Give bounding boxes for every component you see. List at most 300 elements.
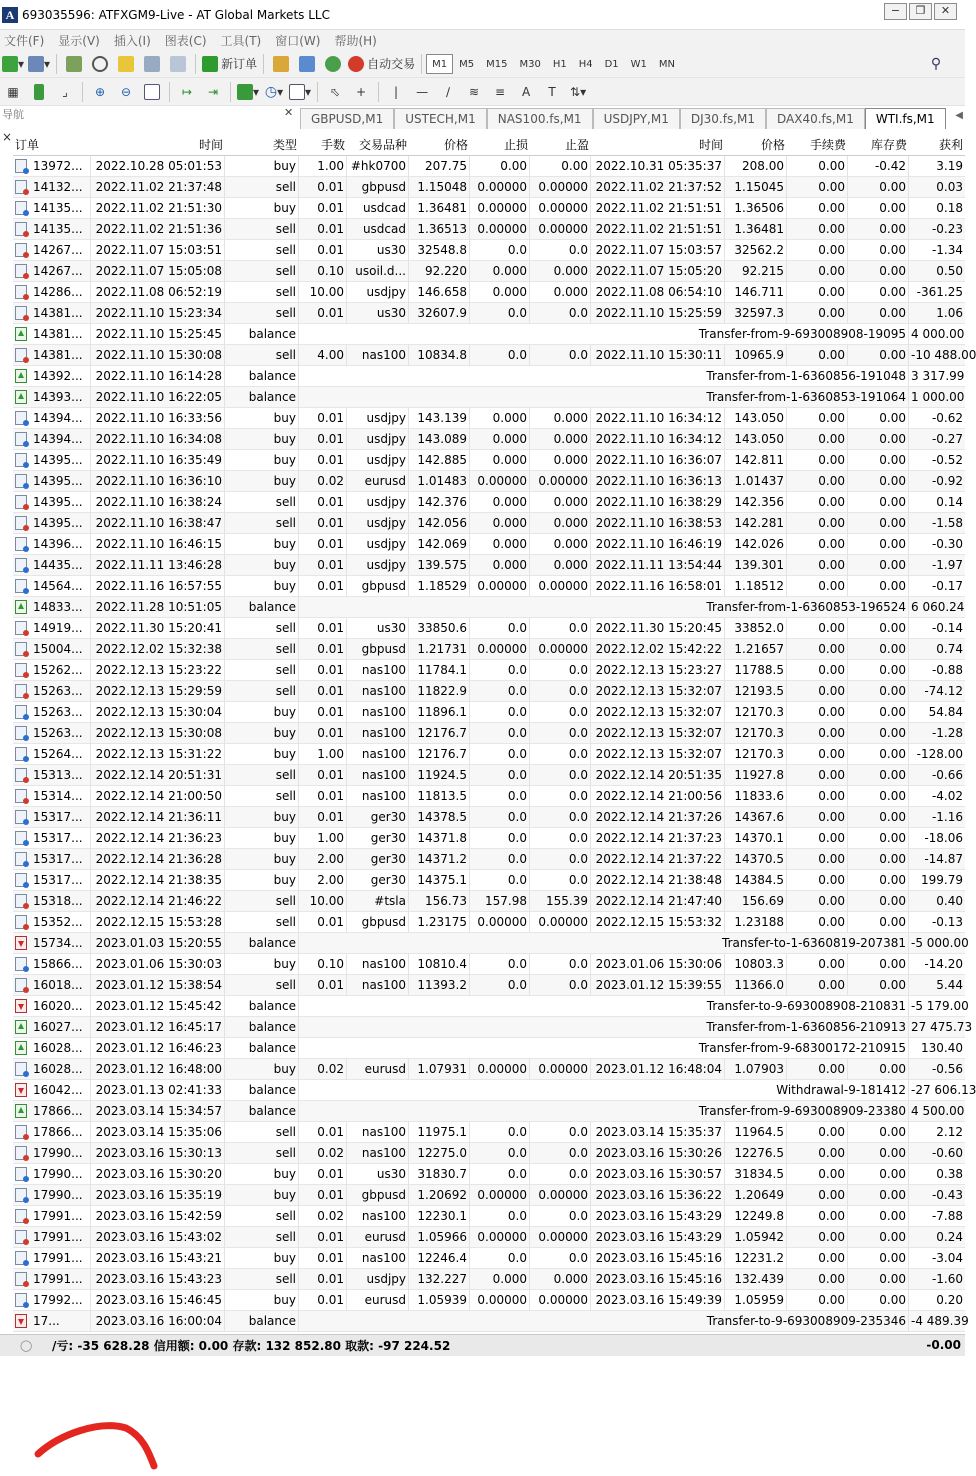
table-row[interactable] (13, 1038, 965, 1059)
buy-order-icon (15, 411, 27, 425)
crosshair-button[interactable] (350, 81, 372, 103)
table-row[interactable] (13, 1122, 965, 1143)
cell-stop-loss: 0.0 (470, 1143, 530, 1164)
cell-swap: 0.00 (848, 891, 909, 912)
cell-lots: 1.00 (299, 828, 347, 849)
menu-help[interactable]: 帮助(H) (334, 33, 377, 48)
table-row[interactable] (13, 744, 965, 765)
cell-commission: 0.00 (787, 1290, 848, 1311)
table-row[interactable] (13, 324, 965, 345)
cell-symbol: nas100 (347, 765, 409, 786)
cell-profit: -0.14 (931, 620, 963, 635)
cell-profit: -1.97 (931, 557, 963, 572)
cell-open-time: 2022.11.10 15:30:08 (91, 345, 225, 366)
cell-open-time: 2022.12.14 21:36:28 (91, 849, 225, 870)
col-commission[interactable]: 手续费 (809, 138, 846, 152)
text-button[interactable] (515, 81, 537, 103)
buy-order-icon (15, 558, 27, 572)
order-id: 14394... (33, 431, 83, 446)
col-open-time[interactable]: 时间 (198, 138, 223, 152)
table-row[interactable] (13, 471, 965, 492)
timeframe-d1[interactable]: D1 (604, 58, 619, 70)
bar-chart-icon: ▦ (7, 84, 19, 99)
cell-type: buy (225, 723, 299, 744)
cell-type: sell (225, 513, 299, 534)
cell-stop-loss: 0.0 (470, 786, 530, 807)
cell-profit: 0.14 (936, 494, 963, 509)
metaeditor-button[interactable] (270, 53, 292, 75)
line-chart-icon: ⌟ (62, 84, 68, 99)
col-stop-loss[interactable]: 止损 (503, 138, 528, 152)
buy-order-icon (15, 705, 27, 719)
timeframe-m1[interactable]: M1 (426, 54, 453, 74)
cell-symbol: ger30 (347, 807, 409, 828)
tab-dj30[interactable]: DJ30.fs,M1 (680, 108, 766, 129)
order-id: 16020... (33, 998, 83, 1013)
cell-commission: 0.00 (787, 534, 848, 555)
text-label-icon: T (548, 84, 556, 99)
cell-open-time: 2023.03.14 15:34:57 (91, 1101, 225, 1122)
cell-close-price: 156.69 (725, 891, 787, 912)
cell-profit: -1.16 (931, 809, 963, 824)
cell-close-time: 2022.11.02 21:51:51 (591, 198, 725, 219)
terminal-close-icon[interactable]: × (2, 130, 13, 144)
cell-type: balance (225, 1311, 299, 1332)
col-close-time[interactable]: 时间 (698, 138, 723, 152)
col-type[interactable]: 类型 (272, 138, 297, 152)
table-row[interactable] (13, 177, 965, 198)
table-row[interactable] (13, 450, 965, 471)
cell-open-price: 33850.6 (409, 618, 470, 639)
cell-stop-loss: 0.0 (470, 303, 530, 324)
horizontal-line-button[interactable] (411, 81, 433, 103)
cell-stop-loss: 0.0 (470, 723, 530, 744)
table-row[interactable] (13, 366, 965, 387)
menu-insert[interactable]: 插入(I) (113, 33, 151, 48)
table-row[interactable] (13, 933, 969, 954)
cell-open-time: 2023.03.16 15:35:19 (91, 1185, 225, 1206)
table-row[interactable] (13, 996, 969, 1017)
table-row[interactable] (13, 597, 965, 618)
table-row[interactable] (13, 828, 965, 849)
cell-comment: Transfer-to-9-693008908-210831 (299, 996, 909, 1017)
buy-order-icon (15, 1293, 27, 1307)
fibonacci-icon: ≡ (495, 84, 506, 99)
cell-profit: -0.92 (931, 473, 963, 488)
table-row[interactable] (13, 1311, 969, 1332)
cell-open-price: 1.07931 (409, 1059, 470, 1080)
close-button[interactable]: ✕ (934, 3, 957, 20)
cell-close-price: 1.36481 (725, 219, 787, 240)
order-id: 15352... (33, 914, 83, 929)
indicators-button[interactable]: ▾ (237, 81, 259, 103)
tab-gbpusd[interactable]: GBPUSD,M1 (300, 108, 394, 129)
table-row[interactable] (13, 786, 965, 807)
table-row[interactable] (13, 1143, 965, 1164)
cell-type: sell (225, 765, 299, 786)
cell-open-price: 14371.8 (409, 828, 470, 849)
cell-type: buy (225, 429, 299, 450)
cell-commission: 0.00 (787, 1269, 848, 1290)
table-row[interactable] (13, 702, 965, 723)
cell-commission: 0.00 (787, 513, 848, 534)
cell-type: balance (225, 1101, 299, 1122)
arrows-button[interactable]: ⇅ ▾ (570, 84, 587, 99)
cell-comment: Transfer-from-1-6360853-191064 (299, 387, 909, 408)
timeframe-h4[interactable]: H4 (578, 58, 593, 70)
sell-order-icon (15, 768, 27, 782)
cell-close-price: 142.356 (725, 492, 787, 513)
table-row[interactable] (13, 1269, 965, 1290)
buy-order-icon (15, 831, 27, 845)
cell-profit: 130.40 (921, 1040, 963, 1055)
timeframe-mn[interactable]: MN (658, 58, 676, 70)
profiles-button[interactable]: ▾ (28, 53, 50, 75)
cell-type: buy (225, 156, 299, 177)
cell-type: sell (225, 492, 299, 513)
cell-commission: 0.00 (787, 492, 848, 513)
tab-dax40[interactable]: DAX40.fs,M1 (766, 108, 865, 129)
table-row[interactable] (13, 870, 965, 891)
new-chart-button[interactable]: ▾ (2, 53, 24, 75)
zoom-in-button[interactable] (89, 81, 111, 103)
cell-profit: 0.24 (936, 1229, 963, 1244)
cell-close-time: 2022.11.16 16:58:01 (591, 576, 725, 597)
cell-order (13, 576, 91, 597)
table-row[interactable] (13, 492, 965, 513)
cell-take-profit: 0.00000 (530, 471, 591, 492)
strategy-tester-button[interactable] (167, 53, 189, 75)
cell-take-profit: 0.00000 (530, 1290, 591, 1311)
equidistant-channel-button[interactable] (463, 81, 485, 103)
col-close-price[interactable]: 价格 (760, 138, 785, 152)
table-row[interactable] (13, 303, 965, 324)
sell-order-icon (15, 1125, 27, 1139)
cell-profit: 0.18 (936, 200, 963, 215)
menu-tools[interactable]: 工具(T) (220, 33, 262, 48)
trendline-button[interactable] (437, 81, 459, 103)
cell-commission: 0.00 (787, 1164, 848, 1185)
cell-close-time: 2023.03.16 15:43:29 (591, 1206, 725, 1227)
cell-close-price: 1.21657 (725, 639, 787, 660)
cell-type: sell (225, 282, 299, 303)
table-row[interactable] (13, 807, 965, 828)
table-row[interactable] (13, 723, 965, 744)
table-row[interactable] (13, 660, 965, 681)
cell-profit: 2.12 (936, 1124, 963, 1139)
table-row[interactable] (13, 1059, 965, 1080)
cell-lots: 0.01 (299, 807, 347, 828)
text-label-button[interactable] (541, 81, 563, 103)
cell-symbol: nas100 (347, 786, 409, 807)
timeframe-w1[interactable]: W1 (630, 58, 647, 70)
table-row[interactable] (13, 681, 965, 702)
templates-button[interactable]: ▾ (289, 81, 311, 103)
tab-wti[interactable]: WTI.fs,M1 (865, 108, 946, 129)
sell-order-icon (15, 642, 27, 656)
cell-commission: 0.00 (787, 891, 848, 912)
app-logo-icon: A (2, 7, 18, 23)
cell-close-time: 2022.12.13 15:32:07 (591, 702, 725, 723)
table-row[interactable] (13, 345, 976, 366)
table-row[interactable] (13, 639, 965, 660)
cell-close-price: 14370.5 (725, 849, 787, 870)
auto-scroll-button[interactable] (176, 81, 198, 103)
cell-open-price: 11822.9 (409, 681, 470, 702)
cell-open-price: 14378.5 (409, 807, 470, 828)
cell-swap: 0.00 (848, 786, 909, 807)
table-row[interactable] (13, 618, 965, 639)
cell-type: sell (225, 681, 299, 702)
col-lots[interactable]: 手数 (320, 138, 345, 152)
cell-stop-loss: 0.0 (470, 1206, 530, 1227)
cell-open-price: 11784.1 (409, 660, 470, 681)
table-row[interactable] (13, 408, 965, 429)
cell-swap: 0.00 (848, 1269, 909, 1290)
tab-scroll-icon[interactable]: ◀ (955, 110, 963, 121)
chart-tabs (300, 108, 946, 130)
restore-button[interactable]: ❐ (909, 3, 932, 20)
table-row[interactable] (13, 975, 965, 996)
cell-profit: -3.04 (931, 1250, 963, 1265)
cell-open-time: 2023.03.14 15:35:06 (91, 1122, 225, 1143)
table-row[interactable] (13, 282, 965, 303)
deposit-icon (15, 327, 27, 341)
cell-profit: -0.43 (931, 1187, 963, 1202)
candlestick-button[interactable] (28, 81, 50, 103)
periods-button[interactable]: ◷ ▾ (264, 83, 284, 100)
cell-stop-loss: 0.00000 (470, 912, 530, 933)
col-order[interactable]: 订单 (15, 138, 40, 152)
buy-order-icon (15, 201, 27, 215)
cell-symbol: ger30 (347, 828, 409, 849)
cell-commission: 0.00 (787, 429, 848, 450)
table-row[interactable] (13, 198, 965, 219)
col-symbol[interactable]: 交易品种 (358, 138, 407, 152)
navigator-close-icon[interactable]: ✕ (284, 106, 294, 119)
magnifier-icon (170, 56, 186, 72)
table-row[interactable] (13, 1101, 965, 1122)
order-id: 15264... (33, 746, 83, 761)
cell-type: buy (225, 1290, 299, 1311)
cell-order (13, 1164, 91, 1185)
cell-close-price: 14370.1 (725, 828, 787, 849)
table-row[interactable] (13, 1164, 965, 1185)
order-id: 15263... (33, 704, 83, 719)
cell-lots: 0.01 (299, 765, 347, 786)
cell-lots: 0.01 (299, 660, 347, 681)
cell-close-price: 1.20649 (725, 1185, 787, 1206)
line-chart-button[interactable] (54, 81, 76, 103)
tab-ustech[interactable]: USTECH,M1 (394, 108, 487, 129)
sell-order-icon (15, 894, 27, 908)
cell-stop-loss: 0.000 (470, 282, 530, 303)
chart-shift-button[interactable] (202, 81, 224, 103)
buy-order-icon (15, 726, 27, 740)
buy-order-icon (15, 1062, 27, 1076)
cell-symbol: nas100 (347, 975, 409, 996)
order-id: 14919... (33, 620, 83, 635)
cell-open-time: 2023.03.16 15:43:21 (91, 1248, 225, 1269)
cell-open-time: 2022.12.15 15:53:28 (91, 912, 225, 933)
cell-stop-loss: 0.00000 (470, 219, 530, 240)
cell-open-time: 2022.12.14 21:00:50 (91, 786, 225, 807)
cell-open-time: 2022.11.10 16:34:08 (91, 429, 225, 450)
cell-open-time: 2022.12.14 21:46:22 (91, 891, 225, 912)
navigator-button[interactable] (115, 53, 137, 75)
table-row[interactable] (13, 387, 965, 408)
cell-stop-loss: 0.00000 (470, 1185, 530, 1206)
menu-charts[interactable]: 图表(C) (164, 33, 207, 48)
cell-type: sell (225, 912, 299, 933)
order-id: 15263... (33, 725, 83, 740)
cell-type: sell (225, 261, 299, 282)
cell-profit: 199.79 (921, 872, 963, 887)
col-profit[interactable]: 获利 (938, 138, 963, 152)
fibonacci-button[interactable] (489, 81, 511, 103)
table-row[interactable] (13, 429, 965, 450)
tab-nas100[interactable]: NAS100.fs,M1 (487, 108, 593, 129)
timeframe-h1[interactable]: H1 (552, 58, 567, 70)
cell-lots: 0.01 (299, 303, 347, 324)
cell-open-time: 2022.12.13 15:23:22 (91, 660, 225, 681)
table-row[interactable] (13, 576, 965, 597)
cell-profit: -7.88 (931, 1208, 963, 1223)
order-id: 14132... (33, 179, 83, 194)
timeframe-m15[interactable]: M15 (486, 58, 508, 70)
table-row[interactable] (13, 954, 965, 975)
cell-order (13, 765, 91, 786)
table-row[interactable] (13, 1017, 973, 1038)
cell-swap: 0.00 (848, 1227, 909, 1248)
table-row[interactable] (13, 261, 965, 282)
cell-order (13, 471, 91, 492)
cell-open-time: 2022.11.10 15:25:45 (91, 324, 225, 345)
cell-lots: 0.01 (299, 1290, 347, 1311)
cursor-button[interactable] (324, 81, 346, 103)
table-row[interactable] (13, 1185, 965, 1206)
cell-commission: 0.00 (787, 345, 848, 366)
table-row[interactable] (13, 912, 965, 933)
cell-order (13, 324, 91, 345)
terminal-button[interactable] (141, 53, 163, 75)
cell-commission: 0.00 (787, 1122, 848, 1143)
cell-profit: -4 489.39 (911, 1313, 969, 1328)
table-row[interactable] (13, 765, 965, 786)
withdrawal-icon (15, 1314, 27, 1328)
data-window-button[interactable] (89, 53, 111, 75)
col-swap[interactable]: 库存费 (870, 138, 907, 152)
cell-close-price: 32562.2 (725, 240, 787, 261)
deposit-icon (15, 600, 27, 614)
cell-close-price: 12193.5 (725, 681, 787, 702)
timeframe-m30[interactable]: M30 (519, 58, 541, 70)
order-id: 17... (33, 1313, 60, 1328)
cell-type: buy (225, 408, 299, 429)
table-row[interactable] (13, 1206, 965, 1227)
cell-profit: 27 475.73 (911, 1019, 973, 1034)
text-icon: A (521, 84, 531, 99)
cell-profit: -0.66 (931, 767, 963, 782)
order-id: 14393... (33, 389, 83, 404)
cell-lots: 1.00 (299, 156, 347, 177)
cell-swap: 0.00 (848, 1122, 909, 1143)
cell-swap: 0.00 (848, 450, 909, 471)
table-row[interactable] (13, 1080, 976, 1101)
cell-close-price: 14384.5 (725, 870, 787, 891)
col-take-profit[interactable]: 止盈 (564, 138, 589, 152)
minimize-button[interactable]: − (884, 3, 907, 20)
menu-window[interactable]: 窗口(W) (275, 33, 321, 48)
table-row[interactable] (13, 1227, 965, 1248)
zoom-out-button[interactable] (115, 81, 137, 103)
cell-type: buy (225, 450, 299, 471)
menu-file[interactable]: 文件(F) (4, 33, 45, 48)
cell-close-price: 1.15045 (725, 177, 787, 198)
indicators-icon (237, 84, 253, 100)
table-row[interactable] (13, 156, 965, 177)
timeframe-m5[interactable]: M5 (459, 58, 475, 70)
cell-swap: 0.00 (848, 849, 909, 870)
table-row[interactable] (13, 240, 965, 261)
cell-profit: -1.58 (931, 515, 963, 530)
cell-symbol: usdcad (347, 198, 409, 219)
cell-lots: 0.02 (299, 1059, 347, 1080)
table-row[interactable] (13, 513, 965, 534)
cell-commission: 0.00 (787, 975, 848, 996)
cell-close-price: 10803.3 (725, 954, 787, 975)
order-id: 15734... (33, 935, 83, 950)
cell-swap: -0.42 (848, 156, 909, 177)
market-watch-button[interactable] (63, 53, 85, 75)
table-row[interactable] (13, 1248, 965, 1269)
table-row[interactable] (13, 1290, 965, 1311)
tile-windows-button[interactable] (141, 81, 163, 103)
cell-open-price: 12275.0 (409, 1143, 470, 1164)
crosshair-tool-icon: + (356, 84, 367, 99)
cell-close-price: 11964.5 (725, 1122, 787, 1143)
cell-type: balance (225, 387, 299, 408)
cell-swap: 0.00 (848, 870, 909, 891)
bar-chart-button[interactable] (2, 81, 24, 103)
new-order-button[interactable] (202, 53, 257, 75)
table-row[interactable] (13, 891, 965, 912)
table-row[interactable] (13, 534, 965, 555)
order-id: 16028... (33, 1040, 83, 1055)
cell-lots: 0.01 (299, 219, 347, 240)
cell-profit: 5.44 (936, 977, 963, 992)
tab-usdjpy[interactable]: USDJPY,M1 (593, 108, 680, 129)
experts-button[interactable] (296, 53, 318, 75)
menu-view[interactable]: 显示(V) (58, 33, 100, 48)
cell-close-time: 2022.12.14 21:38:48 (591, 870, 725, 891)
cell-symbol: gbpusd (347, 576, 409, 597)
cell-lots: 0.01 (299, 618, 347, 639)
table-row[interactable] (13, 219, 965, 240)
signals-button[interactable] (322, 53, 344, 75)
cell-comment: Transfer-from-1-6360853-196524 (299, 597, 909, 618)
col-open-price[interactable]: 价格 (443, 138, 468, 152)
cell-profit: 4 500.00 (911, 1103, 965, 1118)
search-button[interactable] (925, 53, 947, 75)
table-row[interactable] (13, 555, 965, 576)
table-row[interactable] (13, 849, 965, 870)
cell-lots: 0.01 (299, 786, 347, 807)
auto-trading-button[interactable] (348, 53, 415, 75)
cell-close-time: 2022.12.14 21:47:40 (591, 891, 725, 912)
vertical-line-button[interactable] (385, 81, 407, 103)
cell-type: buy (225, 1059, 299, 1080)
